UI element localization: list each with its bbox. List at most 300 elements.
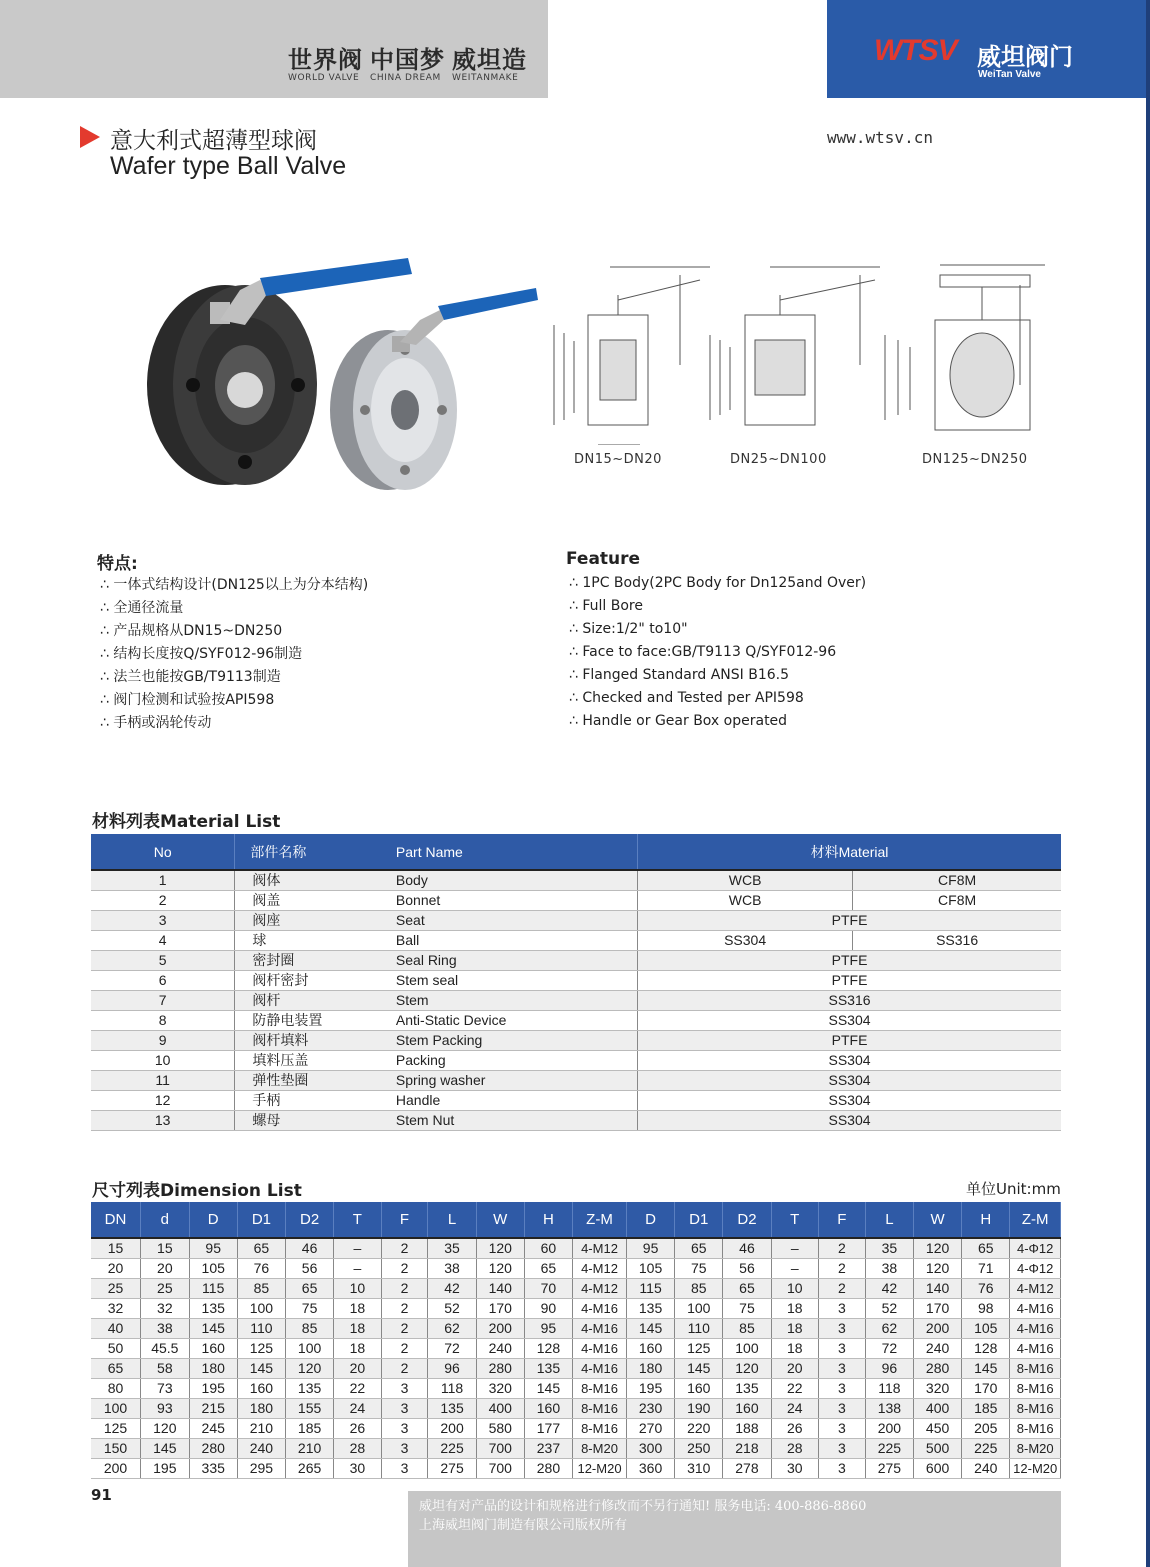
dimension-cell: 4-M12 — [573, 1279, 627, 1299]
dimension-cell: 8-M16 — [1010, 1379, 1061, 1399]
material-row — [91, 1011, 1061, 1031]
dimension-cell: 145 — [675, 1359, 723, 1379]
dimension-col-header: D2 — [286, 1202, 334, 1238]
dimension-cell: 45.5 — [141, 1339, 190, 1359]
dimension-cell: 18 — [771, 1319, 818, 1339]
dimension-cell: – — [771, 1238, 818, 1259]
dimension-col-header: T — [334, 1202, 381, 1238]
material-value: PTFE — [638, 951, 1061, 971]
dimension-cell: 265 — [286, 1459, 334, 1479]
material-part-cn: 螺母 — [235, 1111, 396, 1131]
material-value-1: WCB — [638, 891, 853, 911]
material-row — [91, 1031, 1061, 1051]
dimension-cell: 8-M16 — [1010, 1359, 1061, 1379]
material-no: 3 — [91, 911, 235, 931]
dimension-cell: 24 — [771, 1399, 818, 1419]
dimension-cell: 30 — [771, 1459, 818, 1479]
dimension-col-header: DN — [91, 1202, 141, 1238]
dimension-cell: 2 — [381, 1279, 428, 1299]
dimension-row — [91, 1439, 1061, 1459]
dimension-cell: 160 — [237, 1379, 285, 1399]
dimension-cell: 80 — [91, 1379, 141, 1399]
dimension-col-header: L — [865, 1202, 913, 1238]
material-part-en: Stem Packing — [396, 1031, 638, 1051]
material-row — [91, 1071, 1061, 1091]
dimension-cell: 4-M16 — [1010, 1299, 1061, 1319]
dimension-cell: 210 — [237, 1419, 285, 1439]
dimension-cell: 145 — [626, 1319, 674, 1339]
dimension-cell: 245 — [189, 1419, 237, 1439]
material-part-cn: 阀杆密封 — [235, 971, 396, 991]
dimension-cell: 8-M16 — [1010, 1419, 1061, 1439]
dimension-cell: 138 — [865, 1399, 913, 1419]
dimension-cell: 115 — [626, 1279, 674, 1299]
material-no: 2 — [91, 891, 235, 911]
dimension-cell: 8-M16 — [1010, 1399, 1061, 1419]
dimension-cell: 75 — [286, 1299, 334, 1319]
dimension-cell: 85 — [237, 1279, 285, 1299]
dimension-cell: 38 — [428, 1259, 476, 1279]
dimension-cell: 145 — [189, 1319, 237, 1339]
dimension-cell: 75 — [723, 1299, 771, 1319]
dimension-cell: 3 — [381, 1419, 428, 1439]
feature-cn-item: ∴ 法兰也能按GB/T9113制造 — [100, 669, 281, 685]
dimension-cell: 65 — [723, 1279, 771, 1299]
material-value: SS304 — [638, 1011, 1061, 1031]
brand-name-cn: 威坦阀门 — [977, 42, 1073, 71]
dimension-col-header: L — [428, 1202, 476, 1238]
dimension-cell: 22 — [771, 1379, 818, 1399]
dimension-cell: 2 — [381, 1259, 428, 1279]
dimension-cell: 25 — [141, 1279, 190, 1299]
material-part-cn: 手柄 — [235, 1091, 396, 1111]
dimension-cell: 65 — [675, 1238, 723, 1259]
dimension-cell: 70 — [524, 1279, 572, 1299]
dimension-cell: 300 — [626, 1439, 674, 1459]
dimension-cell: 28 — [334, 1439, 381, 1459]
dimension-cell: 8-M16 — [573, 1419, 627, 1439]
footer-notice: 威坦有对产品的设计和规格进行修改而不另行通知! 服务电话: 400-886-8860 — [419, 1499, 867, 1514]
dimension-cell: 185 — [962, 1399, 1010, 1419]
dimension-cell: 52 — [865, 1299, 913, 1319]
dimension-cell: 200 — [914, 1319, 962, 1339]
material-part-en: Stem Nut — [396, 1111, 638, 1131]
dimension-cell: 190 — [675, 1399, 723, 1419]
dimension-cell: 230 — [626, 1399, 674, 1419]
dimension-cell: 120 — [723, 1359, 771, 1379]
feature-en-item: ∴ Handle or Gear Box operated — [569, 713, 788, 729]
material-table — [91, 834, 1061, 1131]
dimension-cell: 58 — [141, 1359, 190, 1379]
feature-en-item: ∴ 1PC Body(2PC Body for Dn125and Over) — [569, 575, 867, 591]
dimension-cell: 600 — [914, 1459, 962, 1479]
dimension-cell: 177 — [524, 1419, 572, 1439]
dimension-row — [91, 1399, 1061, 1419]
dimension-cell: 65 — [286, 1279, 334, 1299]
dimension-cell: 98 — [962, 1299, 1010, 1319]
brand-logo: WTSV — [874, 34, 957, 67]
col-material: 材料Material — [638, 834, 1061, 870]
dimension-col-header: F — [381, 1202, 428, 1238]
dimension-row — [91, 1259, 1061, 1279]
dimension-cell: 72 — [865, 1339, 913, 1359]
product-photo — [120, 250, 550, 490]
dimension-cell: 62 — [428, 1319, 476, 1339]
material-value: SS304 — [638, 1091, 1061, 1111]
material-list-title: 材料列表Material List — [92, 812, 281, 832]
dimension-cell: 278 — [723, 1459, 771, 1479]
dimension-cell: 73 — [141, 1379, 190, 1399]
dimension-cell: 280 — [524, 1459, 572, 1479]
slogan-2: 中国梦 CHINA DREAM — [370, 45, 445, 83]
dimension-cell: 170 — [914, 1299, 962, 1319]
feature-cn-item: ∴ 结构长度按Q/SYF012-96制造 — [100, 646, 303, 662]
dimension-cell: 145 — [962, 1359, 1010, 1379]
dimension-cell: 240 — [962, 1459, 1010, 1479]
col-no: No — [91, 834, 235, 870]
dimension-cell: 3 — [818, 1439, 865, 1459]
dimension-cell: 135 — [189, 1299, 237, 1319]
dimension-cell: 96 — [865, 1359, 913, 1379]
dimension-cell: 85 — [286, 1319, 334, 1339]
dimension-cell: 275 — [865, 1459, 913, 1479]
feature-cn-item: ∴ 手柄或涡轮传动 — [100, 715, 212, 731]
dimension-cell: 700 — [476, 1459, 524, 1479]
feature-en-item: ∴ Flanged Standard ANSI B16.5 — [569, 667, 790, 683]
dimension-cell: – — [334, 1238, 381, 1259]
feature-en-item: ∴ Full Bore — [569, 598, 643, 614]
dimension-cell: 125 — [675, 1339, 723, 1359]
dimension-cell: 65 — [524, 1259, 572, 1279]
features-cn-heading: 特点: — [97, 554, 138, 574]
material-no: 9 — [91, 1031, 235, 1051]
material-row — [91, 971, 1061, 991]
title-arrow-icon — [80, 126, 100, 148]
dimension-cell: 135 — [286, 1379, 334, 1399]
drawing-caption-3: DN125~DN250 — [922, 452, 1028, 467]
technical-drawings — [540, 255, 1050, 445]
dimension-cell: 580 — [476, 1419, 524, 1439]
dimension-cell: 3 — [381, 1399, 428, 1419]
dimension-cell: 93 — [141, 1399, 190, 1419]
material-part-en: Bonnet — [396, 891, 638, 911]
dimension-cell: 225 — [865, 1439, 913, 1459]
dimension-cell: 2 — [381, 1238, 428, 1259]
dimension-cell: 3 — [381, 1379, 428, 1399]
dimension-cell: 100 — [723, 1339, 771, 1359]
website-link[interactable]: www.wtsv.cn — [827, 128, 933, 147]
dimension-cell: 118 — [428, 1379, 476, 1399]
material-no: 4 — [91, 931, 235, 951]
dimension-cell: 145 — [237, 1359, 285, 1379]
dimension-cell: 20 — [334, 1359, 381, 1379]
material-value: SS304 — [638, 1111, 1061, 1131]
dimension-cell: 270 — [626, 1419, 674, 1439]
dimension-cell: 120 — [476, 1259, 524, 1279]
dimension-table — [91, 1202, 1061, 1479]
dimension-cell: 100 — [286, 1339, 334, 1359]
dimension-cell: 22 — [334, 1379, 381, 1399]
dimension-cell: 240 — [476, 1339, 524, 1359]
dimension-cell: 96 — [428, 1359, 476, 1379]
material-part-en: Body — [396, 870, 638, 891]
feature-cn-item: ∴ 产品规格从DN15~DN250 — [100, 623, 283, 639]
dimension-cell: 40 — [91, 1319, 141, 1339]
dimension-cell: 250 — [675, 1439, 723, 1459]
dimension-cell: 65 — [962, 1238, 1010, 1259]
dimension-cell: 3 — [818, 1339, 865, 1359]
dimension-cell: 95 — [524, 1319, 572, 1339]
dimension-cell: 60 — [524, 1238, 572, 1259]
dimension-cell: 135 — [723, 1379, 771, 1399]
dimension-cell: 26 — [771, 1419, 818, 1439]
material-value: SS304 — [638, 1051, 1061, 1071]
feature-cn-item: ∴ 全通径流量 — [100, 600, 184, 616]
dimension-cell: 145 — [141, 1439, 190, 1459]
dimension-cell: 100 — [237, 1299, 285, 1319]
material-part-cn: 弹性垫圈 — [235, 1071, 396, 1091]
dimension-cell: 24 — [334, 1399, 381, 1419]
dimension-cell: 200 — [428, 1419, 476, 1439]
material-part-cn: 阀杆 — [235, 991, 396, 1011]
dimension-cell: 135 — [626, 1299, 674, 1319]
dimension-cell: 160 — [189, 1339, 237, 1359]
material-part-cn: 阀盖 — [235, 891, 396, 911]
material-row — [91, 931, 1061, 951]
dimension-cell: 75 — [675, 1259, 723, 1279]
dimension-cell: 35 — [428, 1238, 476, 1259]
dimension-cell: 15 — [91, 1238, 141, 1259]
dimension-cell: 155 — [286, 1399, 334, 1419]
dimension-cell: 128 — [524, 1339, 572, 1359]
dimension-cell: 120 — [141, 1419, 190, 1439]
dimension-row — [91, 1359, 1061, 1379]
dimension-cell: 18 — [771, 1299, 818, 1319]
material-row — [91, 1111, 1061, 1131]
feature-en-item: ∴ Checked and Tested per API598 — [569, 690, 804, 706]
material-part-en: Packing — [396, 1051, 638, 1071]
dimension-cell: 140 — [476, 1279, 524, 1299]
dimension-cell: 46 — [286, 1238, 334, 1259]
dimension-cell: 38 — [865, 1259, 913, 1279]
dimension-col-header: D — [626, 1202, 674, 1238]
dimension-cell: 120 — [476, 1238, 524, 1259]
dimension-cell: 76 — [237, 1259, 285, 1279]
dimension-cell: 65 — [237, 1238, 285, 1259]
dimension-cell: 4-M16 — [573, 1339, 627, 1359]
dimension-row — [91, 1319, 1061, 1339]
material-no: 11 — [91, 1071, 235, 1091]
dimension-cell: 200 — [476, 1319, 524, 1339]
dimension-cell: 218 — [723, 1439, 771, 1459]
feature-en-item: ∴ Size:1/2" to10" — [569, 621, 688, 637]
material-no: 12 — [91, 1091, 235, 1111]
dimension-cell: 120 — [286, 1359, 334, 1379]
dimension-cell: 2 — [381, 1359, 428, 1379]
material-part-en: Seal Ring — [396, 951, 638, 971]
material-part-en: Stem — [396, 991, 638, 1011]
dimension-cell: 26 — [334, 1419, 381, 1439]
page-edge-stripe — [1146, 0, 1150, 1567]
dimension-cell: 4-M16 — [573, 1299, 627, 1319]
dimension-cell: 32 — [91, 1299, 141, 1319]
material-no: 5 — [91, 951, 235, 971]
dimension-cell: 240 — [237, 1439, 285, 1459]
dimension-cell: 56 — [286, 1259, 334, 1279]
dimension-cell: 360 — [626, 1459, 674, 1479]
dimension-col-header: Z-M — [1010, 1202, 1061, 1238]
dimension-row — [91, 1279, 1061, 1299]
dimension-cell: 20 — [141, 1259, 190, 1279]
dimension-cell: 150 — [91, 1439, 141, 1459]
dimension-cell: 400 — [914, 1399, 962, 1419]
dimension-row — [91, 1419, 1061, 1439]
dimension-cell: 160 — [626, 1339, 674, 1359]
material-row — [91, 891, 1061, 911]
dimension-col-header: D1 — [675, 1202, 723, 1238]
material-part-en: Seat — [396, 911, 638, 931]
drawing-caption-1: DN15~DN20 — [574, 452, 662, 467]
drawing-dn125-dn250 — [885, 265, 1045, 430]
dimension-cell: 2 — [381, 1319, 428, 1339]
dimension-cell: 76 — [962, 1279, 1010, 1299]
dimension-col-header: F — [818, 1202, 865, 1238]
dimension-col-header: H — [524, 1202, 572, 1238]
dimension-cell: 170 — [962, 1379, 1010, 1399]
dimension-cell: 3 — [818, 1419, 865, 1439]
dimension-cell: 42 — [865, 1279, 913, 1299]
dimension-cell: 237 — [524, 1439, 572, 1459]
dimension-cell: 46 — [723, 1238, 771, 1259]
material-part-cn: 阀杆填料 — [235, 1031, 396, 1051]
dimension-cell: – — [771, 1259, 818, 1279]
dimension-cell: 128 — [962, 1339, 1010, 1359]
dimension-cell: 3 — [381, 1439, 428, 1459]
material-no: 10 — [91, 1051, 235, 1071]
dimension-cell: 280 — [189, 1439, 237, 1459]
dimension-cell: 2 — [818, 1259, 865, 1279]
material-part-cn: 阀体 — [235, 870, 396, 891]
page-title-cn: 意大利式超薄型球阀 — [110, 128, 317, 154]
material-row — [91, 991, 1061, 1011]
dimension-cell: 8-M16 — [573, 1379, 627, 1399]
material-value-1: WCB — [638, 870, 853, 891]
dimension-cell: 32 — [141, 1299, 190, 1319]
dimension-cell: 3 — [818, 1459, 865, 1479]
dimension-cell: 2 — [381, 1339, 428, 1359]
dimension-cell: 38 — [141, 1319, 190, 1339]
material-part-en: Spring washer — [396, 1071, 638, 1091]
dimension-cell: 105 — [626, 1259, 674, 1279]
unit-label: 单位Unit:mm — [966, 1180, 1061, 1198]
dimension-cell: 225 — [428, 1439, 476, 1459]
material-part-cn: 填料压盖 — [235, 1051, 396, 1071]
dimension-cell: 120 — [914, 1238, 962, 1259]
material-value: PTFE — [638, 1031, 1061, 1051]
dimension-cell: 56 — [723, 1259, 771, 1279]
features-cn-list — [100, 574, 368, 735]
dimension-cell: 210 — [286, 1439, 334, 1459]
material-row — [91, 870, 1061, 891]
dimension-cell: 125 — [91, 1419, 141, 1439]
feature-cn-item: ∴ 一体式结构设计(DN125以上为分本结构) — [100, 577, 369, 593]
dimension-row — [91, 1339, 1061, 1359]
footer-copyright: 上海威坦阀门制造有限公司版权所有 — [419, 1518, 628, 1533]
material-value-2: CF8M — [853, 870, 1061, 891]
dimension-cell: 2 — [818, 1238, 865, 1259]
dimension-cell: 180 — [626, 1359, 674, 1379]
material-no: 6 — [91, 971, 235, 991]
dimension-cell: 105 — [189, 1259, 237, 1279]
dimension-cell: 71 — [962, 1259, 1010, 1279]
drawing-dn25-dn100 — [710, 267, 880, 425]
dimension-cell: – — [334, 1259, 381, 1279]
material-no: 1 — [91, 870, 235, 891]
dimension-col-header: D — [189, 1202, 237, 1238]
dimension-cell: 3 — [818, 1379, 865, 1399]
dimension-cell: 95 — [189, 1238, 237, 1259]
material-no: 7 — [91, 991, 235, 1011]
dimension-cell: 135 — [428, 1399, 476, 1419]
dimension-cell: 15 — [141, 1238, 190, 1259]
dimension-cell: 4-Φ12 — [1010, 1238, 1061, 1259]
dimension-cell: 4-Φ12 — [1010, 1259, 1061, 1279]
dimension-cell: 30 — [334, 1459, 381, 1479]
dimension-cell: 28 — [771, 1439, 818, 1459]
dimension-cell: 105 — [962, 1319, 1010, 1339]
material-part-en: Stem seal — [396, 971, 638, 991]
dimension-cell: 320 — [476, 1379, 524, 1399]
dimension-cell: 135 — [524, 1359, 572, 1379]
dimension-cell: 4-M12 — [573, 1259, 627, 1279]
dimension-cell: 450 — [914, 1419, 962, 1439]
drawing-caption-2: DN25~DN100 — [730, 452, 827, 467]
dimension-cell: 275 — [428, 1459, 476, 1479]
dimension-cell: 85 — [723, 1319, 771, 1339]
dimension-cell: 3 — [381, 1459, 428, 1479]
dimension-row — [91, 1299, 1061, 1319]
dimension-cell: 100 — [91, 1399, 141, 1419]
dimension-cell: 700 — [476, 1439, 524, 1459]
dimension-col-header: d — [141, 1202, 190, 1238]
dimension-row — [91, 1379, 1061, 1399]
material-no: 8 — [91, 1011, 235, 1031]
dimension-cell: 160 — [723, 1399, 771, 1419]
dimension-cell: 3 — [818, 1319, 865, 1339]
brand-name-en: WeiTan Valve — [978, 69, 1041, 80]
material-part-cn: 球 — [235, 931, 396, 951]
dimension-cell: 225 — [962, 1439, 1010, 1459]
dimension-cell: 118 — [865, 1379, 913, 1399]
dimension-cell: 8-M20 — [1010, 1439, 1061, 1459]
dimension-cell: 335 — [189, 1459, 237, 1479]
dimension-cell: 20 — [91, 1259, 141, 1279]
material-part-en: Handle — [396, 1091, 638, 1111]
dimension-cell: 52 — [428, 1299, 476, 1319]
feature-cn-item: ∴ 阀门检测和试验按API598 — [100, 692, 275, 708]
dimension-cell: 3 — [818, 1299, 865, 1319]
dimension-cell: 320 — [914, 1379, 962, 1399]
dimension-cell: 195 — [626, 1379, 674, 1399]
dimension-cell: 200 — [91, 1459, 141, 1479]
dimension-cell: 500 — [914, 1439, 962, 1459]
dimension-cell: 160 — [524, 1399, 572, 1419]
drawing-dn15-dn20 — [554, 267, 710, 445]
dimension-cell: 220 — [675, 1419, 723, 1439]
dimension-cell: 4-M16 — [1010, 1319, 1061, 1339]
dimension-cell: 295 — [237, 1459, 285, 1479]
dimension-cell: 110 — [675, 1319, 723, 1339]
